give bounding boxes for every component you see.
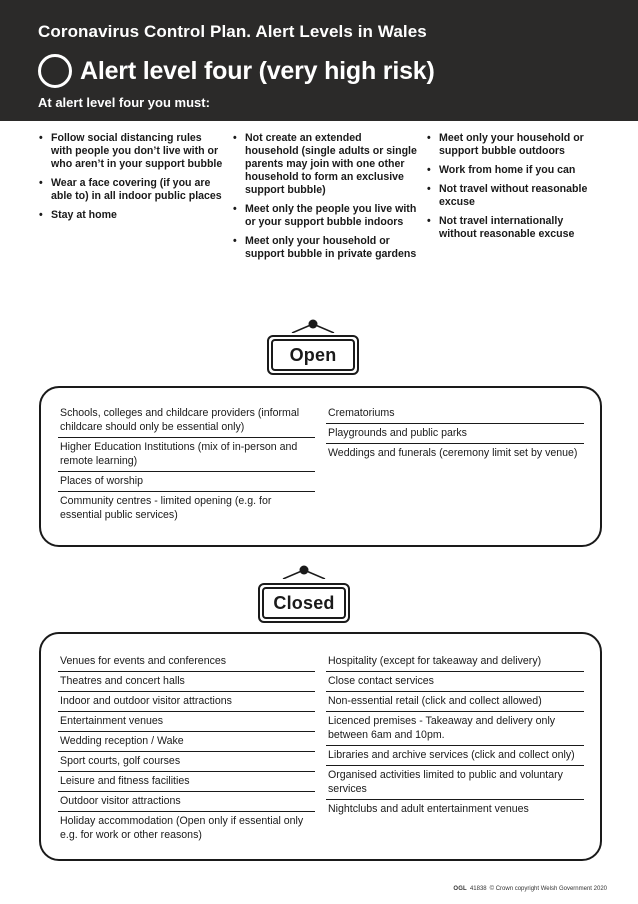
open-list-left: [58, 404, 315, 525]
list-item: Higher Education Institutions (mix of in-person and remote learning): [58, 438, 315, 472]
rules-column-3: [426, 132, 608, 267]
closed-list-right: [326, 652, 584, 819]
closed-sign: [258, 565, 350, 623]
list-item: Sport courts, golf courses: [58, 752, 315, 772]
open-list-right: [326, 404, 584, 463]
list-item: Crematoriums: [326, 404, 584, 424]
copyright-notice: © Crown copyright Welsh Government 2020: [489, 886, 607, 892]
sign-hanger-icon: [288, 319, 338, 333]
list-item: Places of worship: [58, 472, 315, 492]
ogl-logo: OGL: [453, 886, 467, 892]
header-banner: [0, 0, 638, 121]
page-title: Coronavirus Control Plan. Alert Levels in Wales: [38, 22, 427, 41]
alert-level-label: Alert level four (very high risk): [80, 56, 435, 85]
list-item: Theatres and concert halls: [58, 672, 315, 692]
document-reference: 41838: [469, 886, 487, 892]
open-panel: [39, 386, 602, 547]
list-item: Wedding reception / Wake: [58, 732, 315, 752]
list-item: Organised activities limited to public and voluntary services: [326, 766, 584, 800]
closed-list-left: [58, 652, 315, 845]
list-item: Holiday accommodation (Open only if essential only e.g. for work or other reasons): [60, 815, 304, 841]
list-item: Venues for events and conferences: [58, 652, 315, 672]
closed-panel: [39, 632, 602, 861]
rule-item: • Meet only your household or support bubble outdoors: [426, 132, 608, 158]
rule-item: • Meet only the people you live with or your support bubble indoors: [232, 203, 426, 229]
list-item: Schools, colleges and childcare providers (informal childcare should only be essential only): [58, 404, 315, 438]
open-sign: [267, 319, 359, 375]
alert-level-heading: [38, 53, 435, 89]
list-item: Leisure and fitness facilities: [58, 772, 315, 792]
list-item: Community centres - limited opening (e.g. for essential public services): [60, 495, 272, 521]
rules-column-2: [232, 132, 426, 267]
rule-item: • Work from home if you can: [426, 164, 608, 177]
rules-column-1: [38, 132, 232, 267]
list-item: Licenced premises - Takeaway and delivery only between 6am and 10pm.: [326, 712, 584, 746]
list-item: Close contact services: [326, 672, 584, 692]
list-item: Playgrounds and public parks: [326, 424, 584, 444]
sign-hanger-icon: [279, 565, 329, 579]
closed-sign-label: Closed: [262, 587, 346, 619]
list-item: Hospitality (except for takeaway and delivery): [326, 652, 584, 672]
list-item: Entertainment venues: [58, 712, 315, 732]
circle-icon: [38, 54, 72, 88]
rule-item: • Stay at home: [38, 209, 232, 222]
list-item: Outdoor visitor attractions: [58, 792, 315, 812]
rules-section: [38, 132, 608, 267]
list-item: Weddings and funerals (ceremony limit set by venue): [328, 447, 578, 459]
rule-item: • Not travel without reasonable excuse: [426, 183, 608, 209]
open-sign-label: Open: [271, 339, 355, 371]
rule-item: • Not travel internationally without reasonable excuse: [426, 215, 608, 241]
rule-item: • Follow social distancing rules with people you don’t live with or who aren’t in your support bubble: [38, 132, 232, 171]
rule-item: • Wear a face covering (if you are able to) in all indoor public places: [38, 177, 232, 203]
footer: [453, 886, 607, 892]
rule-item: • Not create an extended household (single adults or single parents may join with one other household to form an exclusive support bubble): [232, 132, 426, 197]
rules-intro: At alert level four you must:: [38, 95, 210, 110]
list-item: Nightclubs and adult entertainment venues: [328, 803, 529, 815]
list-item: Indoor and outdoor visitor attractions: [58, 692, 315, 712]
list-item: Libraries and archive services (click and collect only): [326, 746, 584, 766]
list-item: Non-essential retail (click and collect allowed): [326, 692, 584, 712]
rule-item: • Meet only your household or support bubble in private gardens: [232, 235, 426, 261]
